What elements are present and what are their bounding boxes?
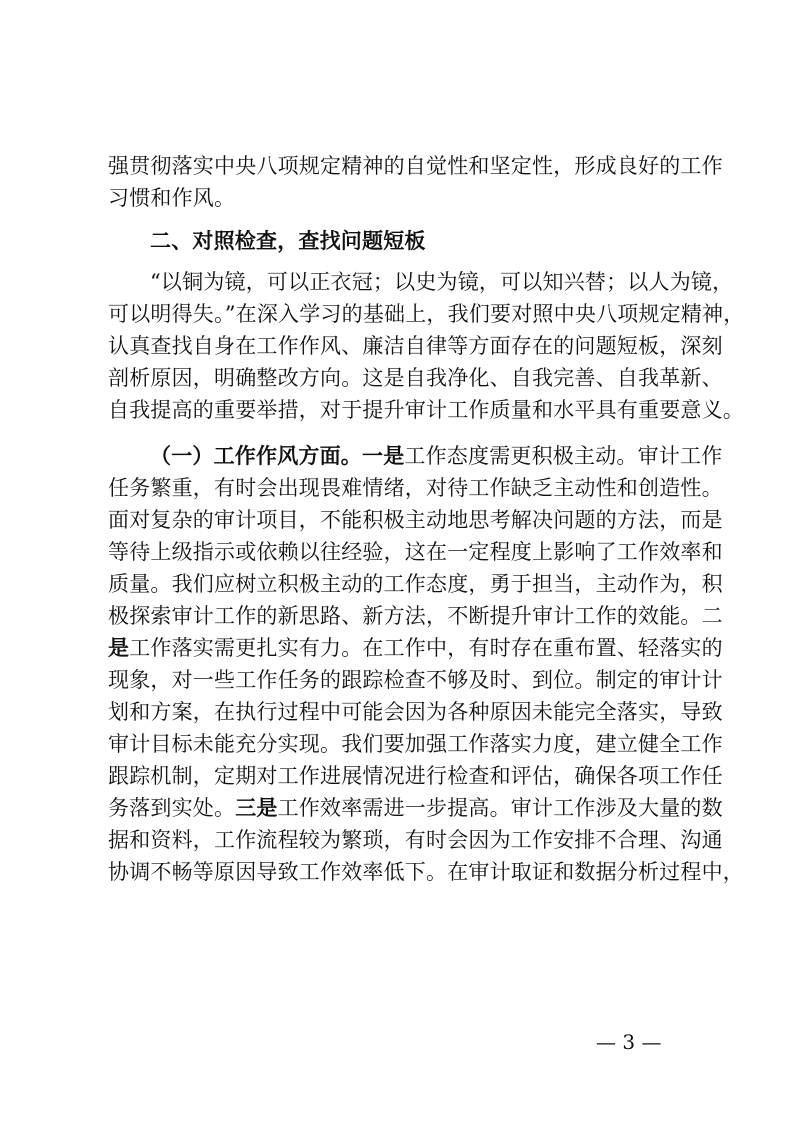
paragraph-line: 划和方案，在执行过程中可能会因为各种原因未能完全落实，导致 [108, 700, 723, 724]
paragraph-line: 认真查找自身在工作作风、廉洁自律等方面存在的问题短板，深刻 [108, 334, 723, 358]
paragraph-line: 极探索审计工作的新思路、新方法，不断提升审计工作的效能。二 [108, 604, 723, 628]
bold-lead: 三是 [235, 795, 278, 820]
line-text: 务落到实处。 [108, 796, 236, 820]
paragraph-line: 跟踪机制，定期对工作进展情况进行检查和评估，确保各项工作任 [108, 764, 723, 788]
paragraph-line: 剖析原因，明确整改方向。这是自我净化、自我完善、自我革新、 [108, 366, 723, 390]
paragraph-line: 质量。我们应树立积极主动的工作态度，勇于担当，主动作为，积 [108, 572, 723, 596]
bold-lead: （一）工作作风方面。一是 [150, 443, 405, 468]
paragraph-line [108, 792, 723, 824]
paragraph-line: 强贯彻落实中央八项规定精神的自觉性和坚定性，形成良好的工作 [108, 154, 723, 178]
paragraph-line: 可以明得失。”在深入学习的基础上，我们要对照中央八项规定精神， [108, 302, 745, 326]
paragraph-line: 面对复杂的审计项目，不能积极主动地思考解决问题的方法，而是 [108, 508, 723, 532]
paragraph-line: 审计目标未能充分实现。我们要加强工作落实力度，建立健全工作 [108, 732, 723, 756]
paragraph-line: “以铜为镜，可以正衣冠；以史为镜，可以知兴替；以人为镜， [150, 270, 734, 294]
paragraph-line [108, 632, 723, 664]
paragraph-line [150, 440, 723, 472]
paragraph-line: 据和资料，工作流程较为繁琐，有时会因为工作安排不合理、沟通 [108, 828, 723, 852]
line-text: 工作效率需进一步提高。审计工作涉及大量的数 [277, 796, 723, 820]
bold-lead: 是 [108, 635, 130, 660]
paragraph-line: 习惯和作风。 [108, 186, 236, 210]
section-heading: 二、对照检查，查找问题短板 [150, 229, 426, 253]
paragraph-line: 任务繁重，有时会出现畏难情绪，对待工作缺乏主动性和创造性。 [108, 476, 723, 500]
paragraph-line: 现象，对一些工作任务的跟踪检查不够及时、到位。制定的审计计 [108, 668, 723, 692]
page-number: — 3 — [596, 1030, 662, 1054]
paragraph-line: 等待上级指示或依赖以往经验，这在一定程度上影响了工作效率和 [108, 540, 723, 564]
line-text: 工作落实需更扎实有力。在工作中，有时存在重布置、轻落实的 [129, 636, 723, 660]
line-text: 工作态度需更积极主动。审计工作 [404, 444, 723, 468]
paragraph-line: 协调不畅等原因导致工作效率低下。在审计取证和数据分析过程中， [108, 860, 744, 884]
paragraph-line: 自我提高的重要举措，对于提升审计工作质量和水平具有重要意义。 [108, 398, 744, 422]
